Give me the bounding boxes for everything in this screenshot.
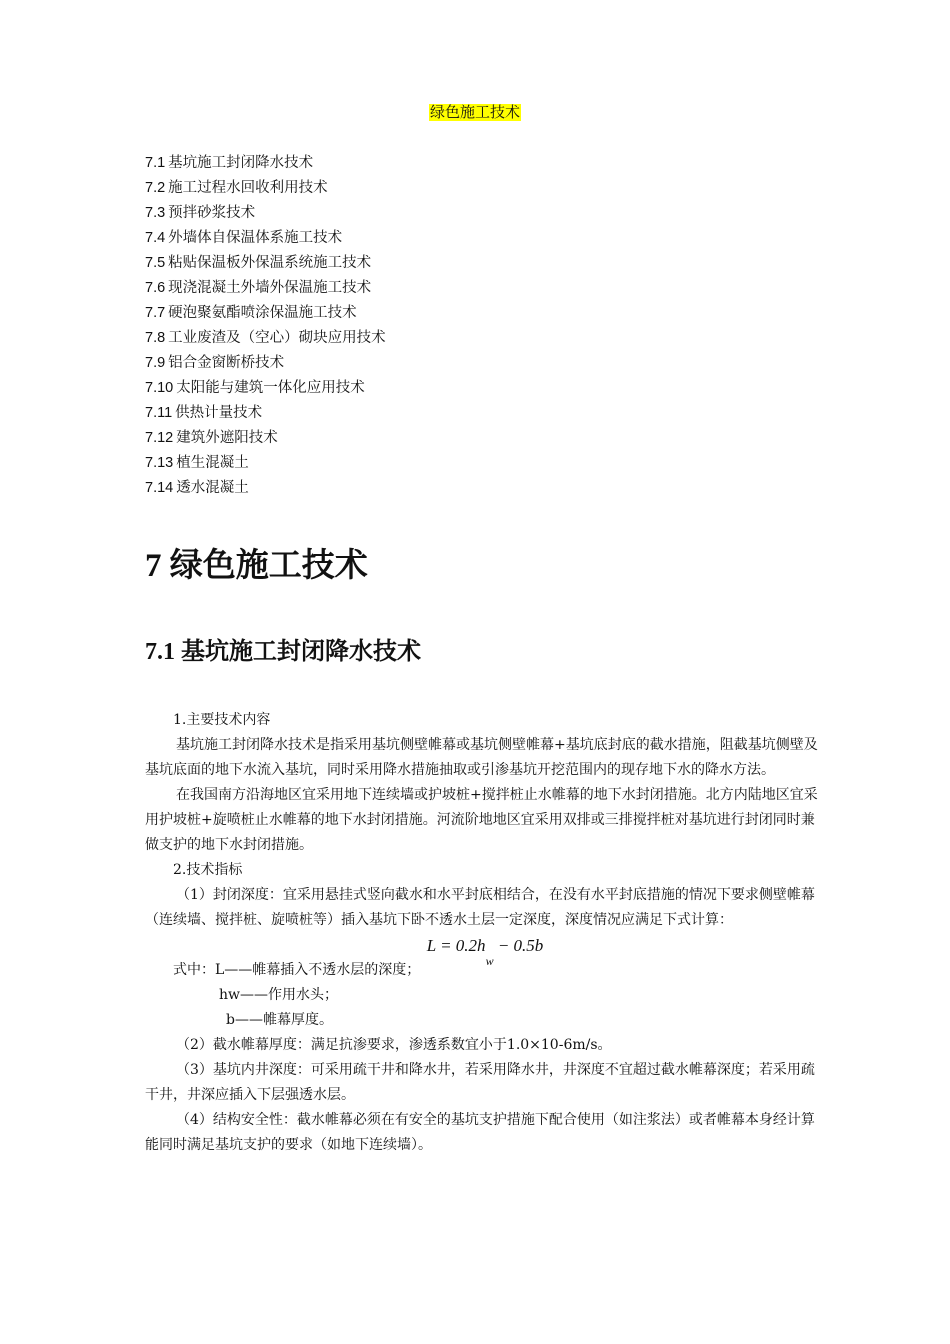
definition-line: 式中：L——帷幕插入不透水层的深度； <box>173 962 421 978</box>
toc-item[interactable] <box>145 151 386 176</box>
paragraph: （2）截水帷幕厚度：满足抗渗要求，渗透系数宜小于1.0×10-6m/s。 <box>176 1037 612 1053</box>
formula-main: L = 0.2h <box>426 936 486 955</box>
toc-number: 7.5 <box>145 255 166 271</box>
formula-tail: − 0.5b <box>493 936 544 955</box>
toc-item[interactable] <box>145 426 386 451</box>
toc-text: 施工过程水回收利用技术 <box>168 180 328 196</box>
toc-text: 透水混凝土 <box>176 480 249 496</box>
definition-line: b——帷幕厚度。 <box>226 1012 333 1028</box>
toc-number: 7.7 <box>145 305 166 321</box>
subheading-technical-indicators: 2.技术指标 <box>173 862 243 878</box>
toc-text: 硬泡聚氨酯喷涂保温施工技术 <box>168 305 357 321</box>
toc-text: 太阳能与建筑一体化应用技术 <box>176 380 365 396</box>
paragraph: （4）结构安全性：截水帷幕必须在有安全的基坑支护措施下配合使用（如注浆法）或者帷幕本身经计算能同时满足基坑支护的要求（如地下连续墙）。 <box>145 1112 815 1153</box>
paragraph: （3）基坑内井深度：可采用疏干井和降水井，若采用降水井，井深度不宜超过截水帷幕深度；若采用疏干井，井深应插入下层强透水层。 <box>145 1062 815 1103</box>
toc-item[interactable] <box>145 351 386 376</box>
toc-item[interactable] <box>145 376 386 401</box>
document-title <box>0 102 950 124</box>
toc-text: 基坑施工封闭降水技术 <box>168 155 314 171</box>
toc-number: 7.13 <box>145 455 174 471</box>
toc-item[interactable] <box>145 401 386 426</box>
definition-line: hw——作用水头； <box>219 987 338 1003</box>
section-body <box>145 708 825 1158</box>
toc-item[interactable] <box>145 251 386 276</box>
toc-text: 铝合金窗断桥技术 <box>168 355 285 371</box>
toc-number: 7.2 <box>145 180 166 196</box>
paragraph: 基坑施工封闭降水技术是指采用基坑侧壁帷幕或基坑侧壁帷幕+基坑底封底的截水措施，阻截基坑侧壁及基坑底面的地下水流入基坑，同时采用降水措施抽取或引渗基坑开挖范围内的现存地下水的降水方法。 <box>145 737 818 778</box>
paragraph: 在我国南方沿海地区宜采用地下连续墙或护坡桩+搅拌桩止水帷幕的地下水封闭措施。北方内陆地区宜采用护坡桩+旋喷桩止水帷幕的地下水封闭措施。河流阶地地区宜采用双排或三排搅拌桩对基坑进行封闭同时兼做支护的地下水封闭措施。 <box>145 787 818 853</box>
toc-item[interactable] <box>145 201 386 226</box>
paragraph: （1）封闭深度：宜采用悬挂式竖向截水和水平封底相结合，在没有水平封底措施的情况下要求侧壁帷幕（连续墙、搅拌桩、旋喷桩等）插入基坑下卧不透水土层一定深度，深度情况应满足下式计算： <box>145 887 815 928</box>
table-of-contents <box>145 151 386 501</box>
toc-text: 建筑外遮阳技术 <box>176 430 278 446</box>
subheading-main-content: 1.主要技术内容 <box>173 712 271 728</box>
toc-number: 7.10 <box>145 380 174 396</box>
toc-text: 植生混凝土 <box>176 455 249 471</box>
toc-text: 供热计量技术 <box>175 405 263 421</box>
section-heading: 7.1 基坑施工封闭降水技术 <box>145 639 421 665</box>
formula <box>145 933 825 968</box>
toc-text: 粘贴保温板外保温系统施工技术 <box>168 255 372 271</box>
toc-number: 7.6 <box>145 280 166 296</box>
toc-number: 7.11 <box>145 405 173 421</box>
toc-text: 现浇混凝土外墙外保温施工技术 <box>168 280 372 296</box>
toc-number: 7.3 <box>145 205 166 221</box>
toc-item[interactable] <box>145 476 386 501</box>
toc-item[interactable] <box>145 326 386 351</box>
toc-item[interactable] <box>145 451 386 476</box>
highlighted-title: 绿色施工技术 <box>429 104 520 121</box>
toc-number: 7.4 <box>145 230 166 246</box>
toc-item[interactable] <box>145 226 386 251</box>
toc-number: 7.12 <box>145 430 174 446</box>
toc-item[interactable] <box>145 176 386 201</box>
toc-text: 外墙体自保温体系施工技术 <box>168 230 343 246</box>
toc-item[interactable] <box>145 276 386 301</box>
toc-text: 工业废渣及（空心）砌块应用技术 <box>168 330 386 346</box>
toc-number: 7.9 <box>145 355 166 371</box>
toc-number: 7.14 <box>145 480 174 496</box>
chapter-heading: 7 绿色施工技术 <box>145 548 368 584</box>
formula-subscript: w <box>485 954 494 968</box>
toc-text: 预拌砂浆技术 <box>168 205 256 221</box>
toc-number: 7.8 <box>145 330 166 346</box>
toc-item[interactable] <box>145 301 386 326</box>
toc-number: 7.1 <box>145 155 166 171</box>
